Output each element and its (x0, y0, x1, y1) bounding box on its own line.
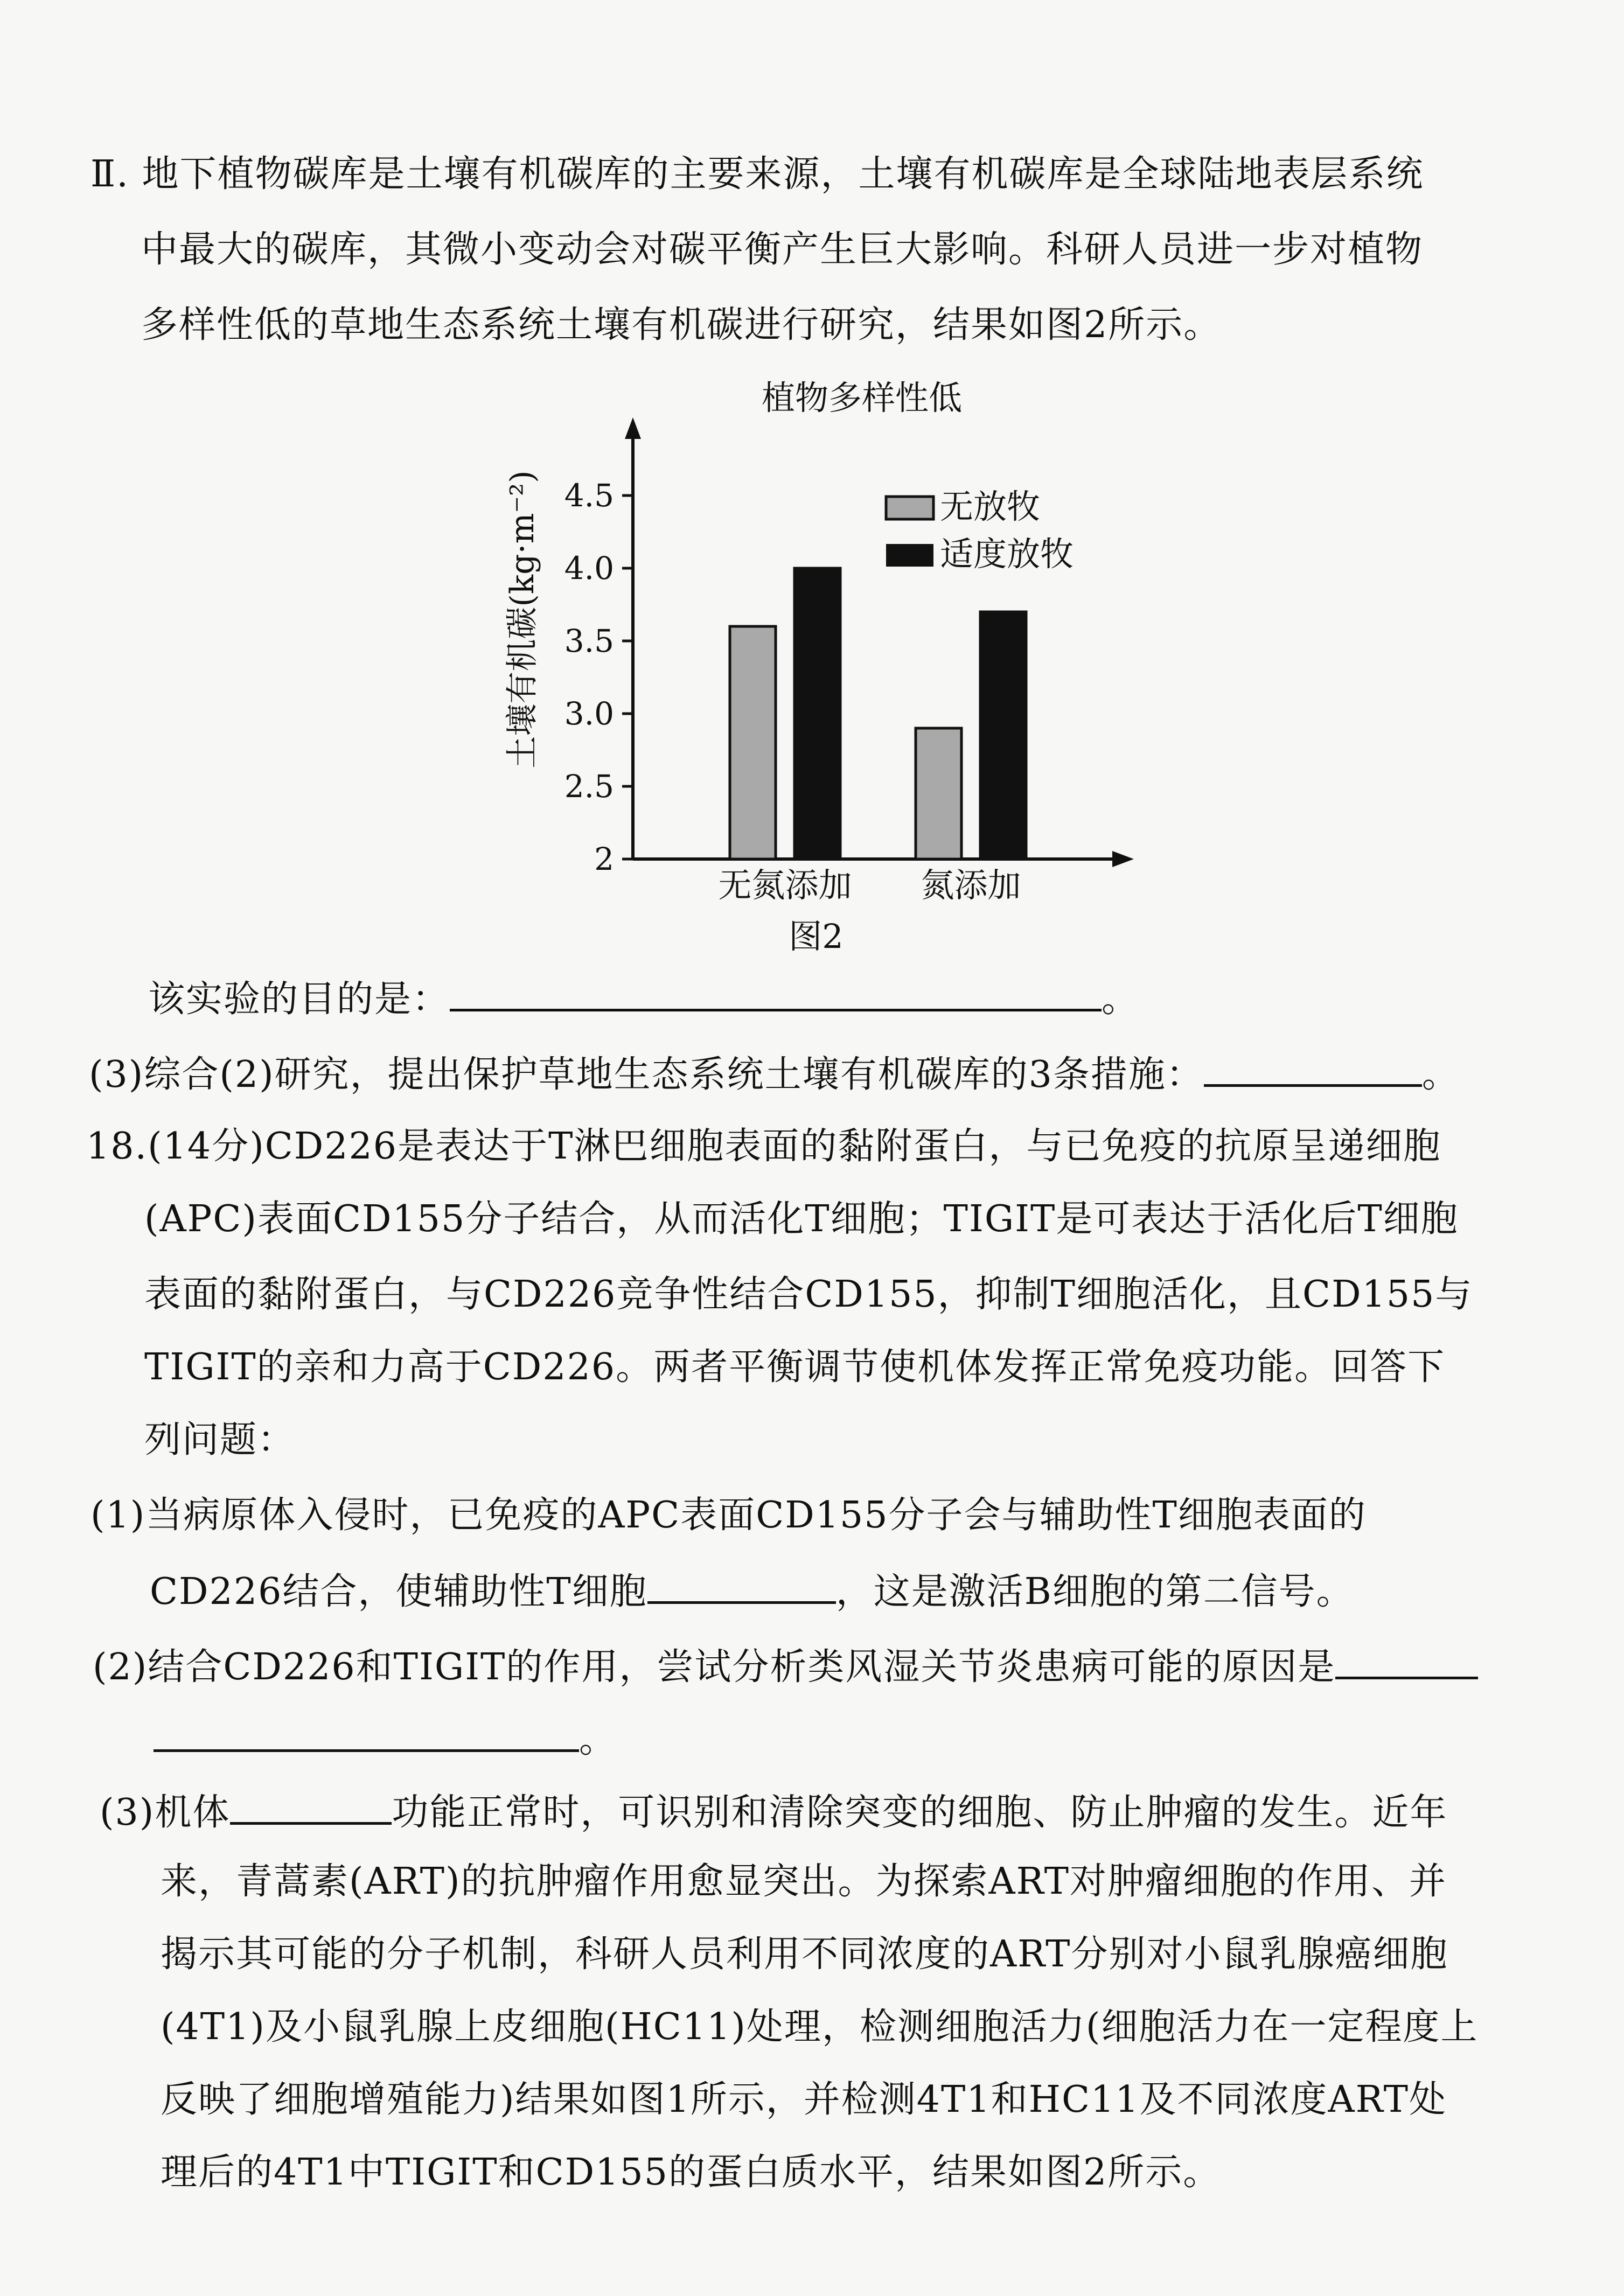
subquestion-1-text-b: ，这是激活B细胞的第二信号。 (835, 1571, 1354, 1613)
bar (794, 568, 840, 859)
paragraph-line: (APC)表面CD155分子结合，从而活化T细胞；TIGIT是可表达于活化后T细胞 (144, 1198, 1459, 1240)
paragraph-line: 来，青蒿素(ART)的抗肿瘤作用愈显突出。为探索ART对肿瘤细胞的作用、并 (161, 1860, 1447, 1903)
bar-chart-figure-2 (0, 0, 1624, 969)
paragraph-line: 表面的黏附蛋白，与CD226竞争性结合CD155，抑制T细胞活化，且CD155与 (144, 1273, 1473, 1316)
answer-blank-immune-function[interactable] (230, 1791, 392, 1825)
aim-question (148, 978, 1140, 1021)
paragraph-line: 揭示其可能的分子机制，科研人员利用不同浓度的ART分别对小鼠乳腺癌细胞 (161, 1933, 1448, 1976)
y-tick-label: 2.5 (564, 768, 614, 805)
subquestion-2-end: 。 (579, 1719, 617, 1761)
legend-swatch-no-grazing (886, 497, 933, 519)
paragraph-line: (4T1)及小鼠乳腺上皮细胞(HC11)处理，检测细胞活力(细胞活力在一定程度上 (161, 2006, 1479, 2048)
paragraph-line: 18.(14分)CD226是表达于T淋巴细胞表面的黏附蛋白，与已免疫的抗原呈递细胞 (86, 1125, 1441, 1168)
answer-blank-ra-cause-a[interactable] (1335, 1645, 1478, 1679)
question-3-end: 。 (1421, 1053, 1460, 1096)
bar (730, 626, 776, 859)
subquestion-3-text-b: 功能正常时，可识别和清除突变的细胞、防止肿瘤的发生。近年 (392, 1791, 1448, 1834)
answer-blank-aim[interactable] (450, 978, 1102, 1011)
subquestion-2-text: (2)结合CD226和TIGIT的作用，尝试分析类风湿关节炎患病可能的原因是 (93, 1646, 1336, 1688)
paragraph-line: TIGIT的亲和力高于CD226。两者平衡调节使机体发挥正常免疫功能。回答下 (144, 1346, 1446, 1388)
x-category-label: 无氮添加 (718, 866, 852, 905)
legend-label-moderate-grazing: 适度放牧 (940, 534, 1074, 574)
subquestion-3-text-a: (3)机体 (100, 1791, 231, 1834)
paragraph-line: (1)当病原体入侵时，已免疫的APC表面CD155分子会与辅助性T细胞表面的 (90, 1494, 1367, 1537)
subquestion-1-line-2 (150, 1570, 1354, 1613)
legend-label-no-grazing: 无放牧 (940, 487, 1041, 526)
bar (916, 728, 961, 859)
x-category-label: 氮添加 (921, 866, 1021, 905)
bar (980, 612, 1026, 859)
legend-swatch-moderate-grazing (886, 544, 933, 567)
paragraph-line: 反映了细胞增殖能力)结果如图1所示，并检测4T1和HC11及不同浓度ART处 (161, 2078, 1447, 2121)
subquestion-2-line-1 (93, 1645, 1478, 1686)
y-tick-label: 3.5 (564, 623, 614, 659)
subquestion-2-line-2 (154, 1718, 617, 1761)
y-tick-label: 3.0 (564, 695, 614, 732)
subquestion-3-line-1 (100, 1791, 1448, 1834)
question-3-text: (3)综合(2)研究，提出保护草地生态系统土壤有机碳库的3条措施： (89, 1053, 1204, 1096)
y-tick-label: 4.5 (564, 477, 614, 514)
y-axis-label: 土壤有机碳(kg·m⁻²) (504, 470, 541, 769)
answer-blank-measures[interactable] (1204, 1053, 1422, 1087)
subquestion-1-text-a: CD226结合，使辅助性T细胞 (150, 1571, 647, 1613)
x-axis-arrow (1112, 851, 1134, 867)
paragraph-line: 多样性低的草地生态系统土壤有机碳进行研究，结果如图2所示。 (141, 304, 1222, 346)
paragraph-line: 理后的4T1中TIGIT和CD155的蛋白质水平，结果如图2所示。 (161, 2151, 1221, 2194)
question-3 (89, 1053, 1460, 1096)
y-tick-label: 4.0 (564, 550, 614, 587)
chart-title: 植物多样性低 (761, 378, 963, 417)
answer-blank-ra-cause-b[interactable] (154, 1718, 579, 1752)
aim-prefix: 该实验的目的是： (148, 978, 450, 1021)
paragraph-line: 列问题： (144, 1419, 296, 1461)
figure-caption: 图2 (789, 917, 844, 956)
paragraph-line: 中最大的碳库，其微小变动会对碳平衡产生巨大影响。科研人员进一步对植物 (141, 228, 1424, 271)
paragraph-line: Ⅱ. 地下植物碳库是土壤有机碳库的主要来源，土壤有机碳库是全球陆地表层系统 (90, 153, 1424, 196)
aim-end: 。 (1102, 978, 1140, 1021)
y-tick-label: 2 (594, 841, 614, 877)
y-axis-arrow (625, 417, 641, 439)
answer-blank-helper-t[interactable] (647, 1570, 836, 1604)
